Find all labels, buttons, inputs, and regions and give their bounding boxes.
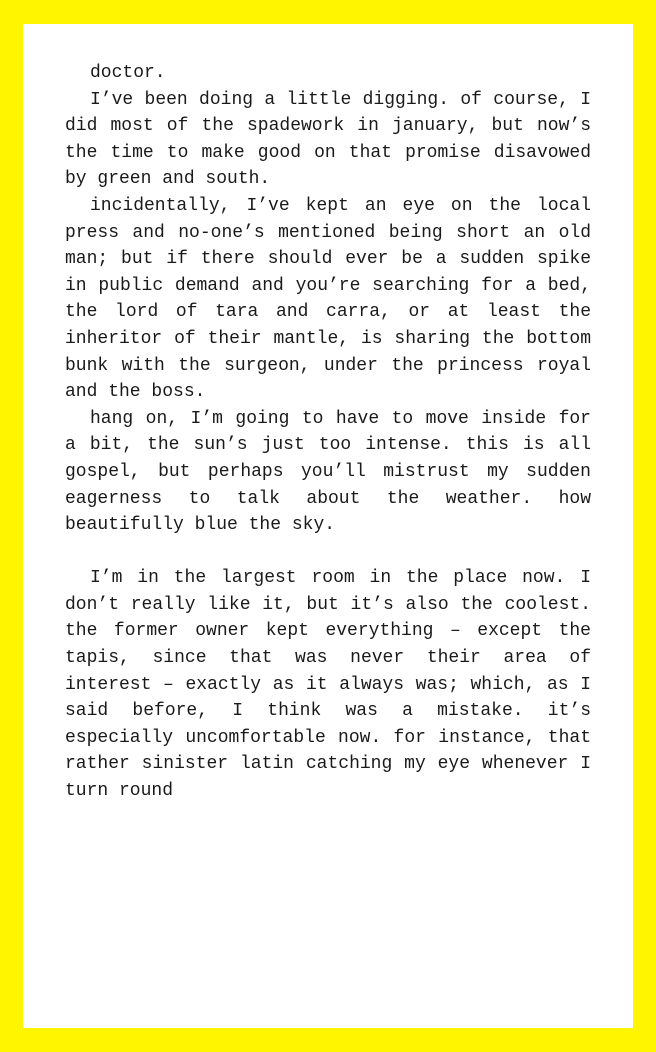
paragraph-largest-room: I’m in the largest room in the place now. I don’t really like it, but it’s also the coolest. the former owner kept everything – except the tapis, since that was never their area of interest – exactly as it always was; which, as I said before, I think was a mistake. it’s especially uncomfortable now. for instance, that rather sinister latin catching my eye whenever I turn round bbox=[65, 568, 591, 802]
paragraph-digging: I’ve been doing a little digging. of course, I did most of the spadework in january, but now’s the time to make good on that promise disavowed by green and south. bbox=[65, 89, 591, 190]
paragraph-spacer bbox=[65, 539, 591, 566]
paragraph-salutation: doctor. bbox=[90, 63, 166, 83]
page-sheet bbox=[23, 24, 633, 1028]
paragraph-move-inside: hang on, I’m going to have to move inside for a bit, the sun’s just too intense. this is all gospel, but perhaps you’ll mistrust my sudden eagerness to talk about the weather. how beautifully blue the sky. bbox=[65, 408, 591, 536]
document-body bbox=[65, 60, 591, 805]
paragraph-local-press: incidentally, I’ve kept an eye on the local press and no-one’s mentioned being short an old man; but if there should ever be a sudden spike in public demand and you’re searching for a bed, the lord of tara and carra, or at least the inheritor of their mantle, is sharing the bottom bunk with the surgeon, under the princess royal and the boss. bbox=[65, 195, 591, 403]
